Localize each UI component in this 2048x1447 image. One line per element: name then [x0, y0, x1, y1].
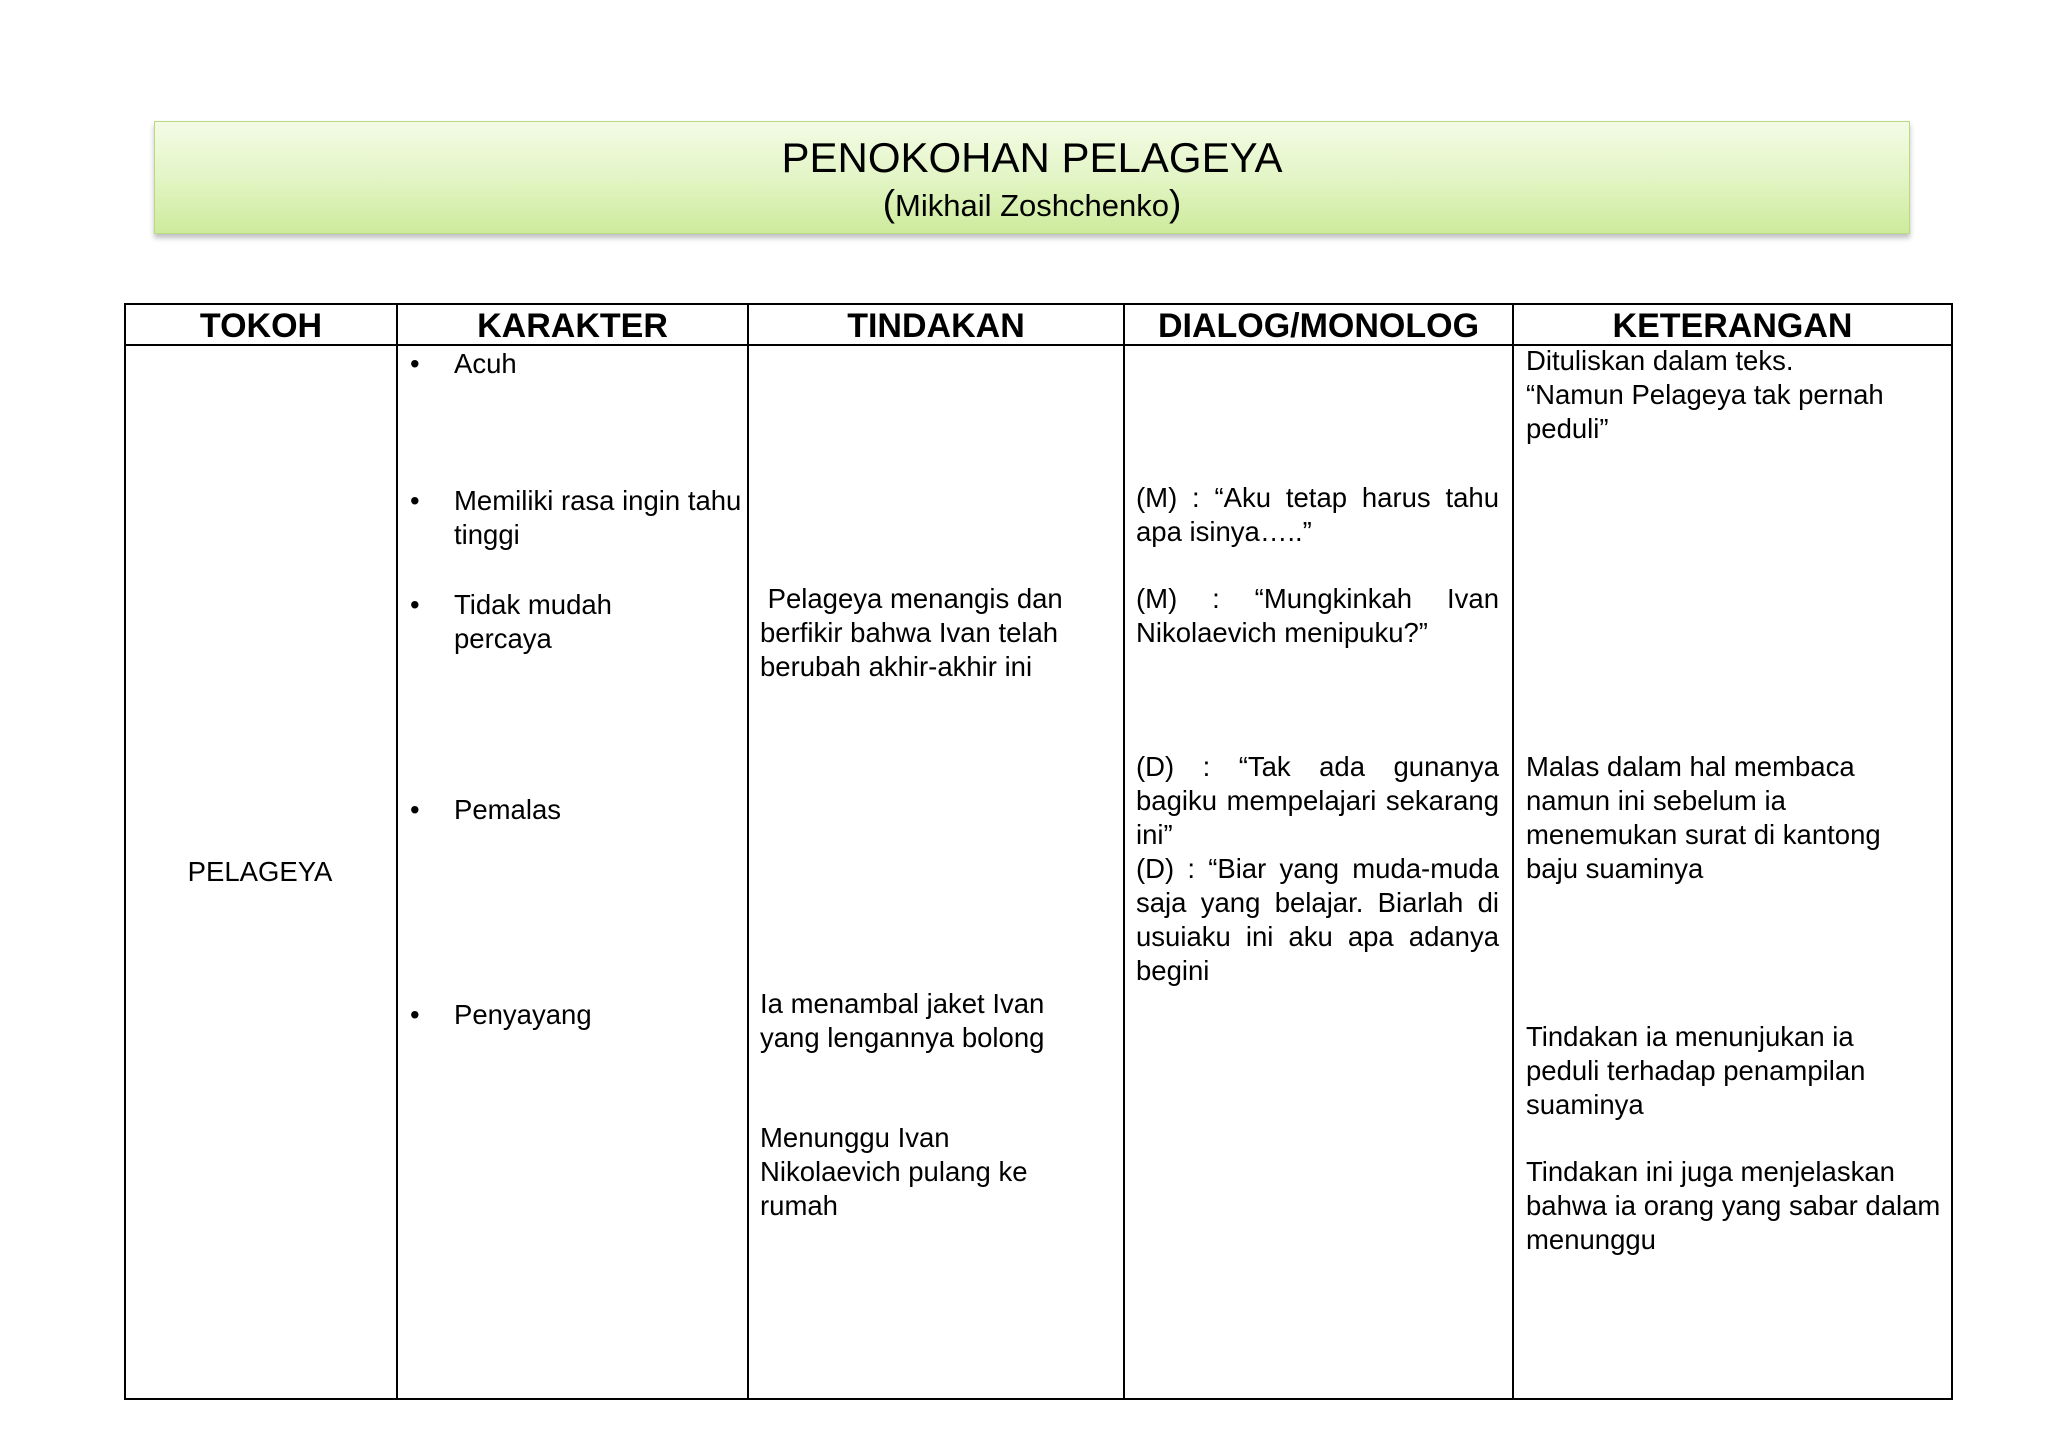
column-divider-4: [1512, 303, 1514, 1400]
keterangan-text: Tindakan ia menunjukan ia peduli terhadap penampilan suaminya: [1526, 1021, 1866, 1120]
karakter-label: Memiliki rasa ingin tahu tinggi: [454, 485, 742, 550]
author-name: Mikhail Zoshchenko: [895, 188, 1169, 223]
subtitle-close-paren: ): [1168, 183, 1182, 224]
document-subtitle: [155, 185, 1909, 225]
keterangan-text: Tindakan ini juga menjelaskan bahwa ia orang yang sabar dalam menunggu: [1526, 1156, 1941, 1255]
header-tindakan: TINDAKAN: [847, 307, 1025, 345]
bullet-dot: •: [410, 999, 420, 1030]
karakter-label: Pemalas: [454, 794, 561, 825]
table-border-left: [124, 303, 126, 1400]
title-banner: [154, 121, 1910, 234]
table-border-bottom: [124, 1398, 1953, 1400]
subtitle-open-paren: (: [882, 183, 896, 224]
dialog-text: (M) : “Mungkinkah Ivan Nikolaevich menipuku?”: [1136, 583, 1499, 648]
column-divider-1: [396, 303, 398, 1400]
characterization-table: [124, 303, 1953, 1400]
karakter-label: Penyayang: [454, 999, 592, 1030]
dialog-text: (D) : “Tak ada gunanya bagiku mempelajari sekarang ini”: [1136, 751, 1499, 850]
column-divider-3: [1123, 303, 1125, 1400]
bullet-dot: •: [410, 348, 420, 379]
dialog-text: (D) : “Biar yang muda-muda saja yang belajar. Biarlah di usuiaku ini aku apa adanya begini: [1136, 853, 1499, 986]
tindakan-text: Pelageya menangis dan berfikir bahwa Ivan telah berubah akhir-akhir ini: [760, 583, 1071, 682]
keterangan-text: Malas dalam hal membaca namun ini sebelum ia menemukan surat di kantong baju suaminya: [1526, 751, 1881, 884]
header-keterangan: KETERANGAN: [1612, 307, 1853, 345]
karakter-label: Tidak mudah percaya: [454, 589, 612, 654]
header-dialog-monolog: DIALOG/MONOLOG: [1157, 307, 1480, 345]
header-tokoh: TOKOH: [199, 307, 323, 345]
bullet-dot: •: [410, 589, 420, 620]
keterangan-text: Dituliskan dalam teks.: [1526, 345, 1794, 376]
tindakan-text: Ia menambal jaket Ivan yang lengannya bolong: [760, 988, 1045, 1053]
dialog-text: (M) : “Aku tetap harus tahu apa isinya…..”: [1136, 482, 1499, 547]
bullet-dot: •: [410, 794, 420, 825]
header-karakter: KARAKTER: [477, 307, 668, 345]
tindakan-text: Menunggu Ivan Nikolaevich pulang ke rumah: [760, 1122, 1028, 1221]
tokoh-name: PELAGEYA: [187, 856, 333, 887]
bullet-dot: •: [410, 485, 420, 516]
karakter-label: Acuh: [454, 348, 517, 379]
document-title: PENOKOHAN PELAGEYA: [781, 134, 1283, 181]
keterangan-quote: “Namun Pelageya tak pernah peduli”: [1526, 379, 1884, 444]
table-border-right: [1951, 303, 1953, 1400]
column-divider-2: [747, 303, 749, 1400]
